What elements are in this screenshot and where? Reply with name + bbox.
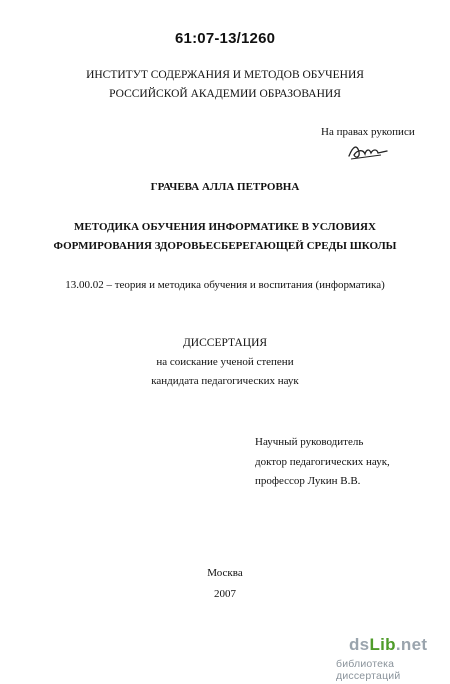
watermark-logo-net: .net — [395, 635, 428, 654]
catalog-number: 61:07-13/1260 — [175, 30, 276, 47]
watermark-logo-lib: Lib — [369, 635, 396, 654]
institute-block — [0, 66, 450, 104]
city: Москва — [207, 567, 243, 579]
signature-icon — [347, 140, 389, 162]
advisor-line-2: доктор педагогических наук, — [255, 455, 390, 468]
institute-line-1: ИНСТИТУТ СОДЕРЖАНИЯ И МЕТОДОВ ОБУЧЕНИЯ — [86, 69, 364, 81]
advisor-block — [255, 433, 390, 492]
dissertation-heading: ДИССЕРТАЦИЯ — [182, 337, 268, 349]
place-year-block — [0, 563, 450, 605]
advisor-line-1: Научный руководитель — [255, 436, 364, 448]
institute-line-2: РОССИЙСКОЙ АКАДЕМИИ ОБРАЗОВАНИЯ — [109, 88, 341, 100]
degree-line-2: кандидата педагогических наук — [151, 375, 299, 387]
year: 2007 — [214, 588, 236, 600]
specialty: 13.00.02 – теория и методика обучения и воспитания (информатика) — [65, 279, 385, 291]
title-line-2: ФОРМИРОВАНИЯ ЗДОРОВЬЕСБЕРЕГАЮЩЕЙ СРЕДЫ ШКОЛЫ — [53, 240, 397, 252]
author-name: ГРАЧЕВА АЛЛА ПЕТРОВНА — [150, 181, 300, 193]
manuscript-rights: На правах рукописи — [321, 126, 415, 138]
degree-line-1: на соискание ученой степени — [156, 356, 294, 368]
watermark-subtitle: библиотека диссертаций — [336, 658, 401, 682]
title-line-1: МЕТОДИКА ОБУЧЕНИЯ ИНФОРМАТИКЕ В УСЛОВИЯХ — [74, 221, 376, 233]
dissertation-block — [0, 334, 450, 391]
dissertation-title — [0, 218, 450, 256]
watermark-logo-ds: ds — [349, 635, 370, 654]
advisor-line-3: профессор Лукин В.В. — [255, 475, 361, 487]
watermark-logo — [349, 635, 427, 655]
